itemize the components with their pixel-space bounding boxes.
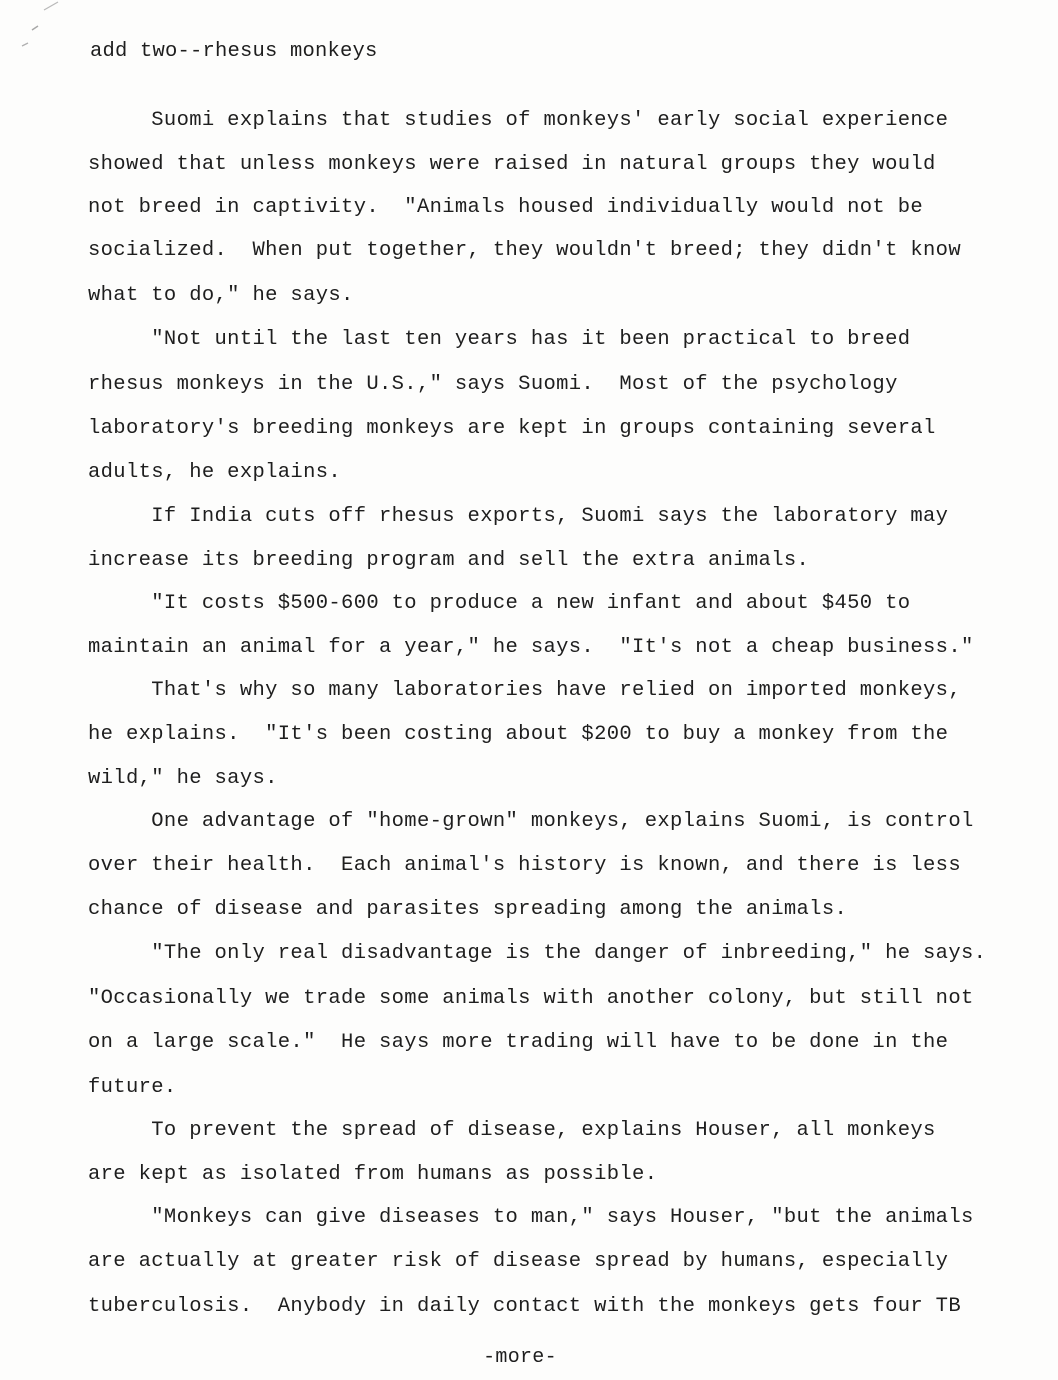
text-line: That's why so many laboratories have relied on imported monkeys, xyxy=(88,679,961,702)
text-line: maintain an animal for a year," he says. "It's not a cheap business." xyxy=(88,636,974,659)
text-line: showed that unless monkeys were raised in natural groups they would xyxy=(88,153,936,176)
text-line: on a large scale." He says more trading will have to be done in the xyxy=(88,1031,949,1054)
text-line: One advantage of "home-grown" monkeys, explains Suomi, is control xyxy=(88,810,974,833)
text-line: "Occasionally we trade some animals with another colony, but still not xyxy=(88,987,974,1010)
text-line: "Not until the last ten years has it been practical to breed xyxy=(88,328,911,351)
text-line: laboratory's breeding monkeys are kept in groups containing several xyxy=(88,417,936,440)
text-line: "Monkeys can give diseases to man," says Houser, "but the animals xyxy=(88,1206,974,1229)
text-line: increase its breeding program and sell the extra animals. xyxy=(88,549,810,572)
text-line: rhesus monkeys in the U.S.," says Suomi. Most of the psychology xyxy=(88,373,898,396)
text-line: Suomi explains that studies of monkeys' early social experience xyxy=(88,109,949,132)
page-slug: add two--rhesus monkeys xyxy=(90,40,378,63)
text-line: future. xyxy=(88,1076,177,1099)
text-line: what to do," he says. xyxy=(88,284,354,307)
text-line: "The only real disadvantage is the danger of inbreeding," he says. xyxy=(88,942,987,965)
text-line: over their health. Each animal's history is known, and there is less xyxy=(88,854,961,877)
text-line: socialized. When put together, they wouldn't breed; they didn't know xyxy=(88,239,961,262)
text-line: To prevent the spread of disease, explains Houser, all monkeys xyxy=(88,1119,936,1142)
text-line: wild," he says. xyxy=(88,767,278,790)
text-line: If India cuts off rhesus exports, Suomi says the laboratory may xyxy=(88,505,949,528)
text-line: tuberculosis. Anybody in daily contact with the monkeys gets four TB xyxy=(88,1295,961,1318)
text-line: chance of disease and parasites spreading among the animals. xyxy=(88,898,848,921)
continuation-marker: -more- xyxy=(483,1346,557,1369)
text-line: adults, he explains. xyxy=(88,461,342,484)
text-line: are kept as isolated from humans as possible. xyxy=(88,1163,658,1186)
text-line: he explains. "It's been costing about $200 to buy a monkey from the xyxy=(88,723,949,746)
text-line: not breed in captivity. "Animals housed individually would not be xyxy=(88,196,924,219)
text-line: are actually at greater risk of disease spread by humans, especially xyxy=(88,1250,949,1273)
text-line: "It costs $500-600 to produce a new infant and about $450 to xyxy=(88,592,911,615)
